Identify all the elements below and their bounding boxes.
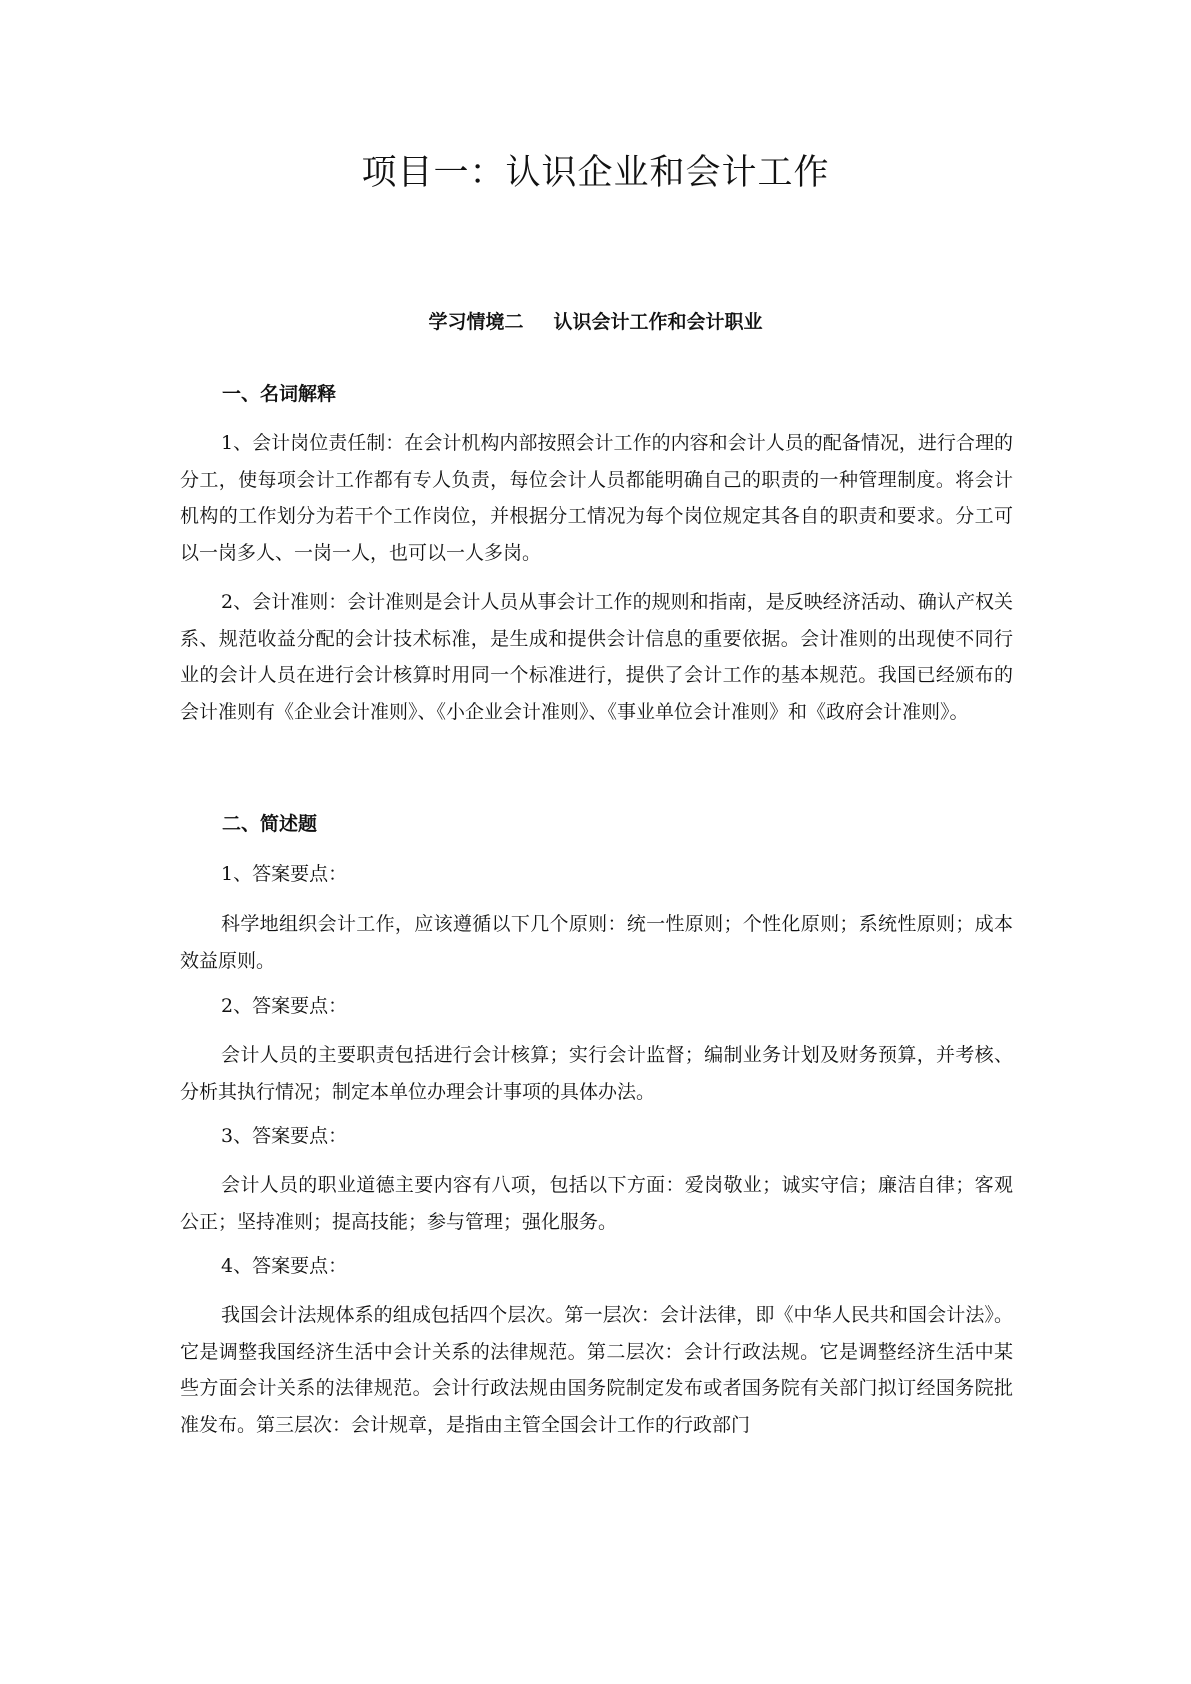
- answer-text-3: 会计人员的职业道德主要内容有八项，包括以下方面：爱岗敬业；诚实守信；廉洁自律；客观公正；坚持准则；提高技能；参与管理；强化服务。: [180, 1174, 1013, 1233]
- answer-label-3: 3、答案要点：: [221, 1125, 348, 1147]
- subtitle-part1: 学习情境二: [428, 311, 524, 333]
- answer-label-1: 1、答案要点：: [221, 863, 348, 885]
- answer-text-4: 我国会计法规体系的组成包括四个层次。第一层次：会计法律，即《中华人民共和国会计法》。它是调整我国经济生活中会计关系的法律规范。第二层次：会计行政法规。它是调整经济生活中某些方面会计关系的法律规范。会计行政法规由国务院制定发布或者国务院有关部门拟订经国务院批准发布。第三层次：会计规章，是指由主管全国会计工作的行政部门: [180, 1304, 1013, 1436]
- document-subtitle: [0, 308, 1191, 336]
- subtitle-part2: 认识会计工作和会计职业: [553, 311, 763, 333]
- answer-text-2: 会计人员的主要职责包括进行会计核算；实行会计监督；编制业务计划及财务预算，并考核、分析其执行情况；制定本单位办理会计事项的具体办法。: [180, 1044, 1013, 1103]
- section1-heading: 一、名词解释: [222, 383, 337, 405]
- definition-paragraph-1: 1、会计岗位责任制：在会计机构内部按照会计工作的内容和会计人员的配备情况，进行合理的分工，使每项会计工作都有专人负责，每位会计人员都能明确自己的职责的一种管理制度。将会计机构的工作划分为若干个工作岗位，并根据分工情况为每个岗位规定其各自的职责和要求。分工可以一岗多人、一岗一人，也可以一人多岗。: [180, 432, 1013, 564]
- answer-label-2: 2、答案要点：: [221, 995, 348, 1017]
- section2-heading: 二、简述题: [222, 813, 318, 835]
- answer-label-4: 4、答案要点：: [221, 1255, 348, 1277]
- answer-text-1: 科学地组织会计工作，应该遵循以下几个原则：统一性原则；个性化原则；系统性原则；成本效益原则。: [180, 913, 1013, 972]
- document-title: 项目一：认识企业和会计工作: [361, 153, 830, 193]
- definition-paragraph-2: 2、会计准则：会计准则是会计人员从事会计工作的规则和指南，是反映经济活动、确认产权关系、规范收益分配的会计技术标准，是生成和提供会计信息的重要依据。会计准则的出现使不同行业的会计人员在进行会计核算时用同一个标准进行，提供了会计工作的基本规范。我国已经颁布的会计准则有《企业会计准则》、《小企业会计准则》、《事业单位会计准则》和《政府会计准则》。: [180, 591, 1013, 723]
